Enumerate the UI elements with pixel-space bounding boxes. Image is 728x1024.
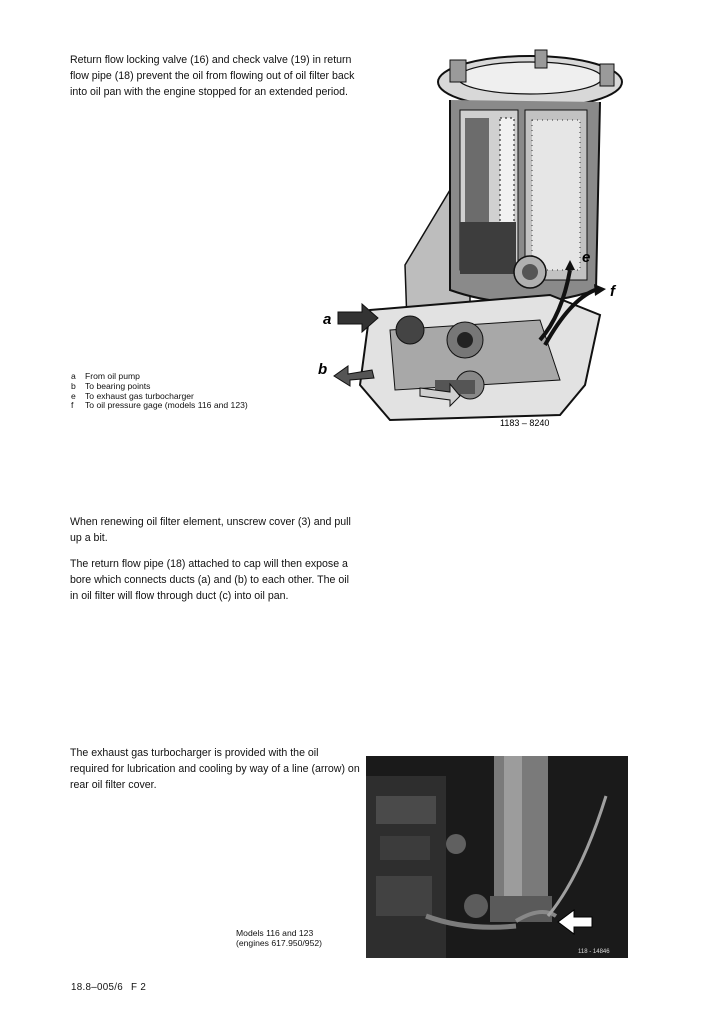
legend-item xyxy=(71,401,248,411)
paragraph-turbocharger: The exhaust gas turbocharger is provided with the oil required for lubrication and cooling by way of a line (arrow) on rear oil filter cover. xyxy=(70,747,360,791)
caption-line-engines: (engines 617.950/952) xyxy=(236,938,323,948)
figure-ref-number: 1183 – 8240 xyxy=(500,418,550,428)
legend-key: e xyxy=(71,390,76,401)
page-footer xyxy=(71,982,154,993)
caption-line-models: Models 116 and 123 xyxy=(236,928,314,938)
photo-caption xyxy=(236,928,322,948)
page-number: F 2 xyxy=(131,982,147,993)
legend-text: To exhaust gas turbocharger xyxy=(85,390,194,401)
paragraph-valves: Return flow locking valve (16) and check valve (19) in return flow pipe (18) prevent the oil from flowing out of oil filter back into oil pan with the engine stopped for an extended period. xyxy=(70,54,355,98)
figure-legend xyxy=(71,372,248,411)
legend-key: b xyxy=(71,380,76,391)
legend-text: To bearing points xyxy=(85,380,151,391)
photo-ref-number: 118 - 14846 xyxy=(578,949,610,955)
label-e: e xyxy=(582,249,591,266)
paragraph-return-flow: The return flow pipe (18) attached to cap will then expose a bore which connects ducts (a) and (b) to each other. The oil in oil filter will flow through duct (c) into oil pan. xyxy=(70,558,349,602)
paragraph-renewing: When renewing oil filter element, unscrew cover (3) and pull up a bit. xyxy=(70,516,351,544)
oil-filter-cutaway-illustration xyxy=(300,40,630,440)
label-b: b xyxy=(318,361,328,378)
label-a: a xyxy=(323,311,332,328)
document-code: 18.8–005/6 xyxy=(71,982,124,993)
label-f: f xyxy=(610,283,615,300)
turbocharger-line-photo xyxy=(366,756,628,958)
legend-text: To oil pressure gage (models 116 and 123) xyxy=(85,400,248,411)
legend-key: f xyxy=(71,400,74,411)
legend-text: From oil pump xyxy=(85,371,140,381)
legend-key: a xyxy=(71,371,76,381)
